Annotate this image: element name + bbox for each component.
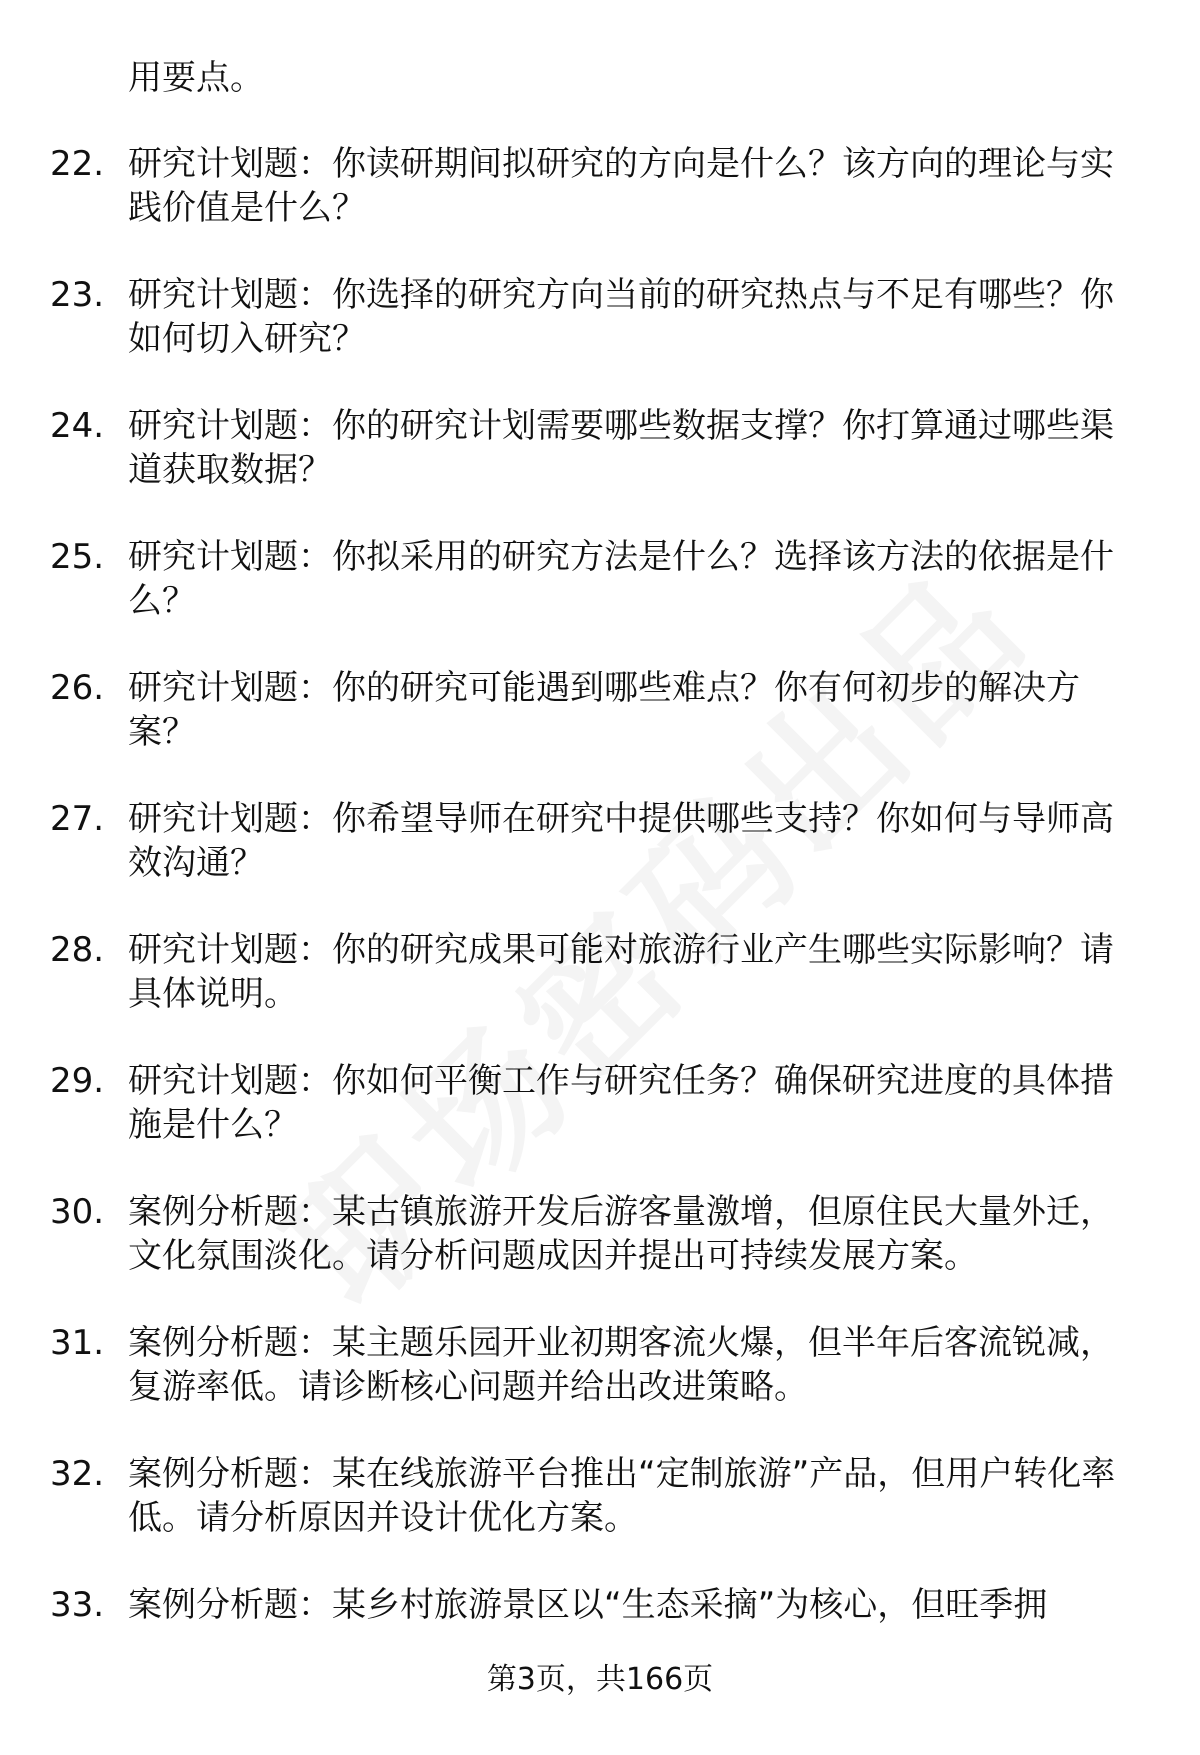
question-text: 研究计划题：你希望导师在研究中提供哪些支持？你如何与导师高效沟通？ [128,799,1114,883]
question-number: 32. [50,1454,105,1494]
question-item [0,1452,1200,1583]
question-number: 31. [50,1323,105,1363]
question-item [0,142,1200,273]
question-text: 研究计划题：你的研究成果可能对旅游行业产生哪些实际影响？请具体说明。 [128,930,1114,1014]
question-item [0,1190,1200,1321]
question-number: 26. [50,668,105,708]
question-number: 29. [50,1061,105,1101]
question-number: 25. [50,537,105,577]
question-item [0,273,1200,404]
question-number: 22. [50,144,105,184]
question-item [0,797,1200,928]
page-footer: 第3页，共166页 [486,1662,714,1697]
question-text: 研究计划题：你如何平衡工作与研究任务？确保研究进度的具体措施是什么？ [128,1061,1114,1145]
question-text: 研究计划题：你拟采用的研究方法是什么？选择该方法的依据是什么？ [128,537,1114,621]
question-item [0,1059,1200,1190]
question-number: 33. [50,1585,105,1625]
question-number: 24. [50,406,105,446]
question-item [0,666,1200,797]
question-text: 研究计划题：你读研期间拟研究的方向是什么？该方向的理论与实践价值是什么？ [128,144,1114,228]
question-list [0,142,1200,1714]
question-text: 研究计划题：你的研究可能遇到哪些难点？你有何初步的解决方案？ [128,668,1080,752]
question-item [0,1321,1200,1452]
continuation-text: 用要点。 [128,58,264,98]
question-text: 案例分析题：某主题乐园开业初期客流火爆，但半年后客流锐减，复游率低。请诊断核心问题并给出改进策略。 [128,1323,1114,1407]
question-item [0,928,1200,1059]
question-text: 案例分析题：某在线旅游平台推出“定制旅游”产品，但用户转化率低。请分析原因并设计优化方案。 [128,1454,1116,1538]
question-item [0,535,1200,666]
question-item [0,404,1200,535]
question-text: 案例分析题：某乡村旅游景区以“生态采摘”为核心，但旺季拥 [128,1585,1048,1625]
question-number: 23. [50,275,105,315]
question-text: 研究计划题：你的研究计划需要哪些数据支撑？你打算通过哪些渠道获取数据？ [128,406,1114,490]
question-number: 28. [50,930,105,970]
question-text: 案例分析题：某古镇旅游开发后游客量激增，但原住民大量外迁，文化氛围淡化。请分析问题成因并提出可持续发展方案。 [128,1192,1114,1276]
question-number: 30. [50,1192,105,1232]
question-number: 27. [50,799,105,839]
question-text: 研究计划题：你选择的研究方向当前的研究热点与不足有哪些？你如何切入研究？ [128,275,1114,359]
